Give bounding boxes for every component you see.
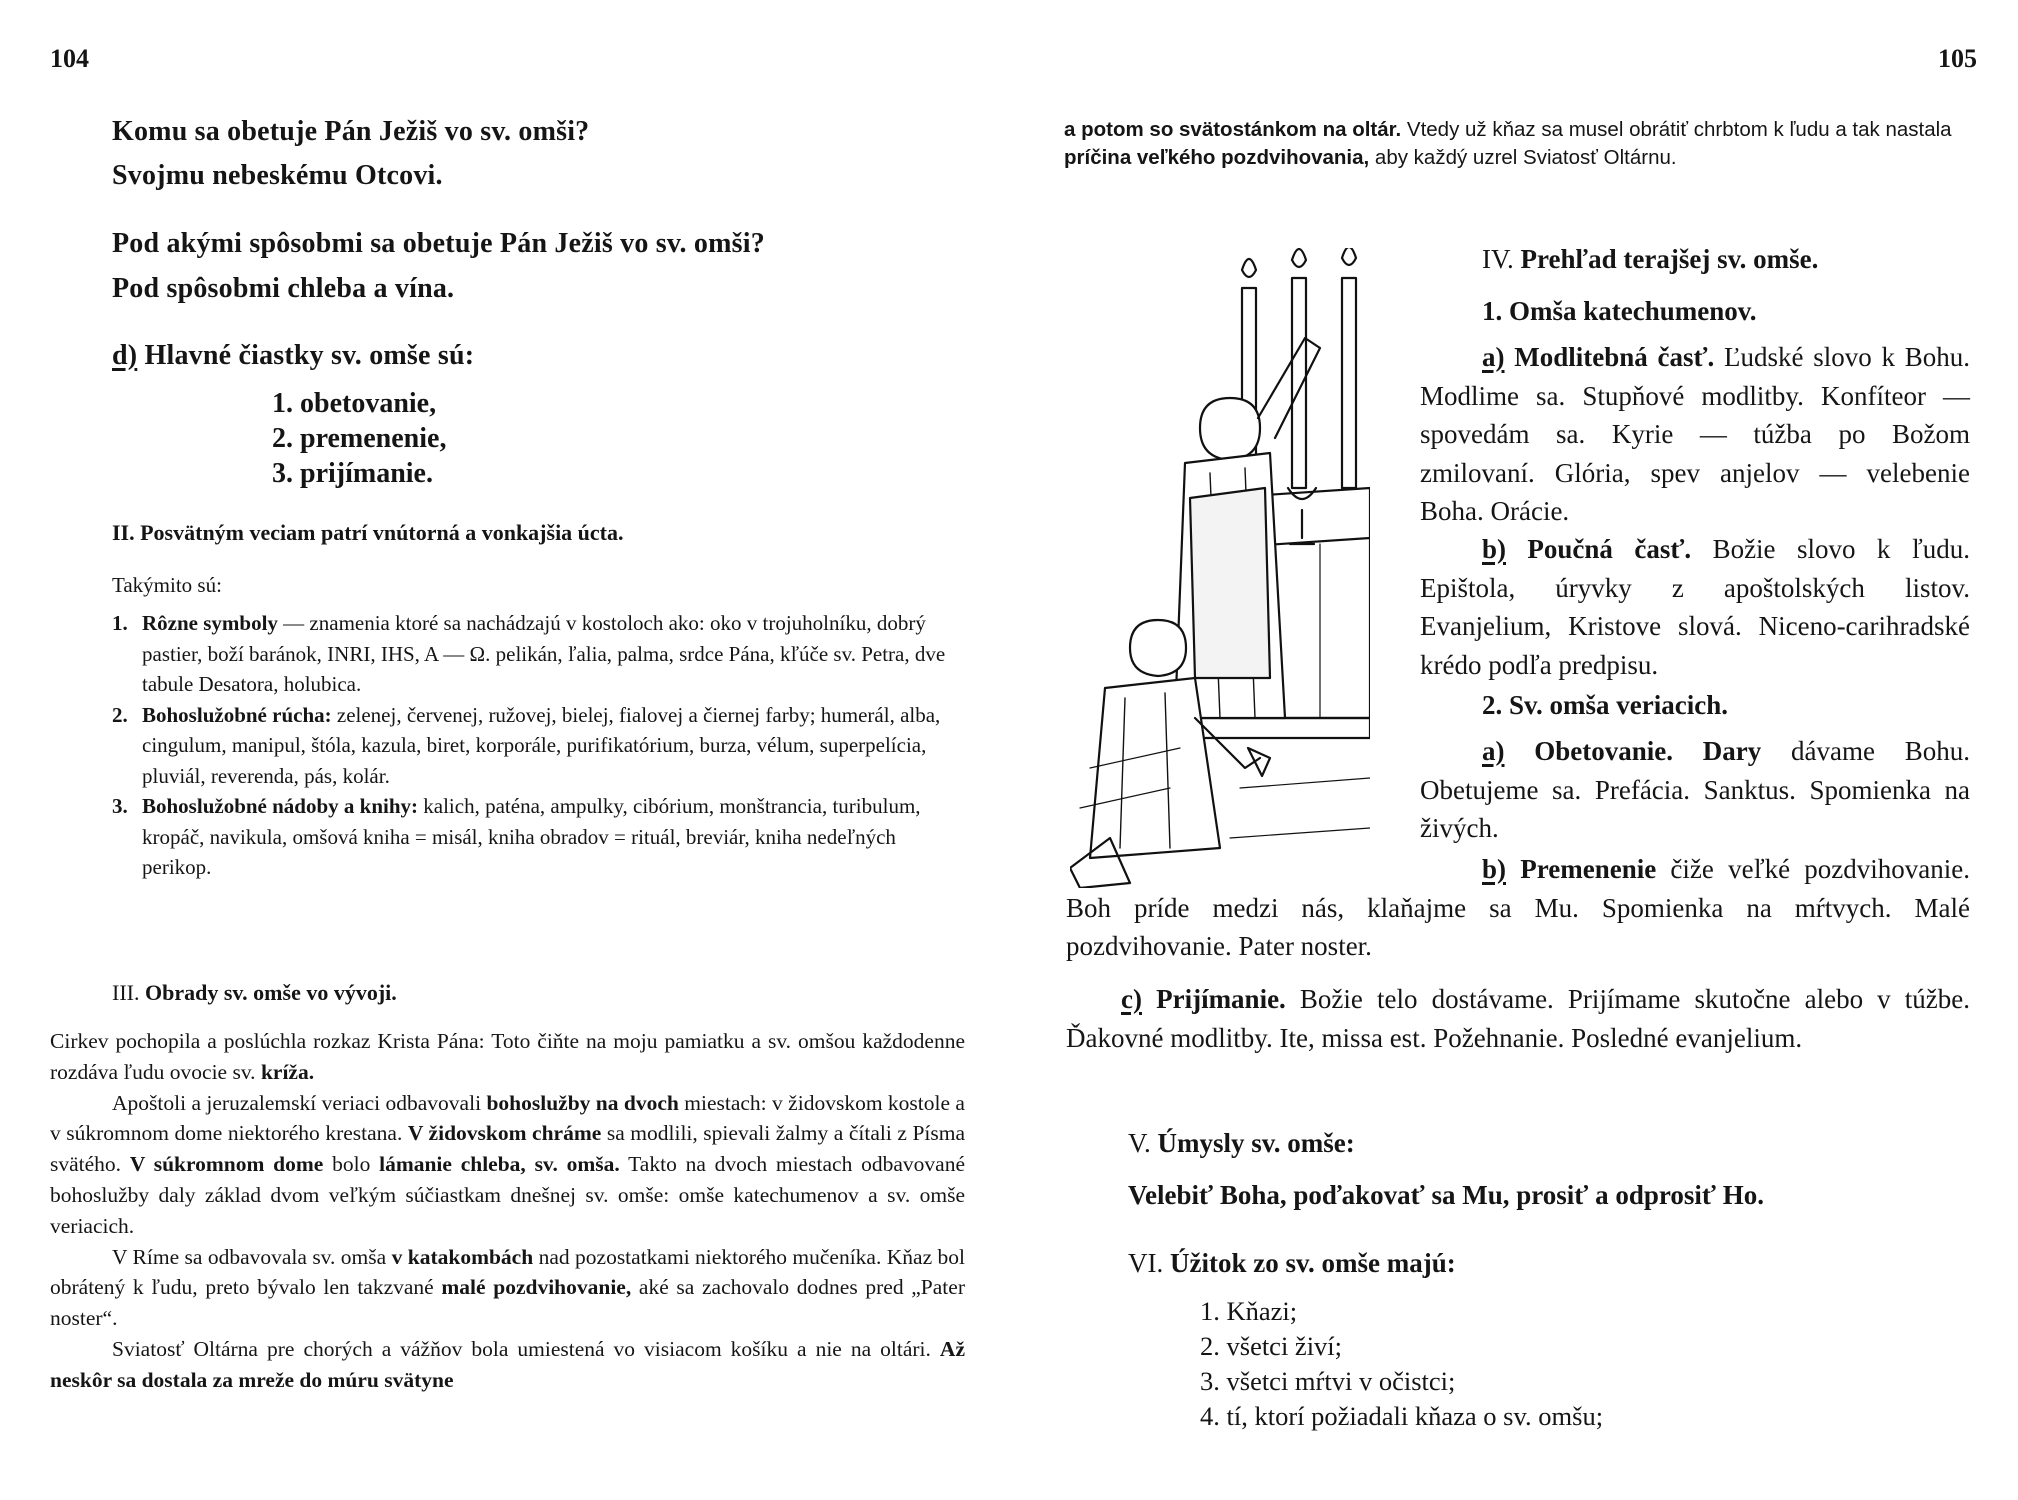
main-part-2: 2. premenenie, (272, 423, 447, 454)
section-3-prefix: III. (112, 980, 140, 1005)
item-number: 1. (112, 611, 128, 635)
paragraph: Sviatosť Oltárna pre chorých a vážňov bola umiestená vo visiacom košíku a nie na oltári. Až neskôr sa dostala za mreže do múru svätyne (50, 1336, 965, 1392)
candle-flame-icon (1342, 248, 1356, 265)
section-d-letter: d) (112, 340, 138, 371)
offertory-paragraph: a) Obetovanie. Dary dávame Bohu. Obetujeme sa. Prefácia. Sanktus. Spomienka na živých. (1420, 736, 1971, 843)
subsection-1-title: 1. Omša katechumenov. (1482, 296, 1757, 326)
altar-bell-icon (1248, 748, 1270, 776)
item-number: 2. (112, 702, 128, 727)
answer-2: Pod spôsobmi chleba a vína. (112, 273, 455, 304)
section-d-title: Hlavné čiastky sv. omše sú: (144, 340, 475, 371)
priest-altar-illustration (1070, 248, 1370, 888)
candle-flame-icon (1242, 259, 1256, 277)
paragraph: Cirkev pochopila a poslúchla rozkaz Krista Pána: Toto čiňte na moju pamiatku a sv. omšou každodenne rozdáva ľudu ovocie sv. kríža. (50, 1029, 965, 1084)
item-text: zelenej, červenej, ružovej, bielej, fialovej a čiernej farby; humerál, alba, cingulum, manipul, štóla, kazula, biret, korporále, purifikatórium, burza, vélum, superpelícia, pluviál, reverenda, pás, kolár. (142, 702, 941, 788)
main-part-3: 3. prijímanie. (272, 458, 433, 489)
part-b-paragraph: b) Poučná časť. Božie slovo k ľudu. Epištola, úryvky z apoštolských listov. Evanjelium, Kristove slová. Niceno-carihradské krédo podľa predpisu. (1420, 534, 1970, 680)
paragraph: V Ríme sa odbavovala sv. omša v katakombách nad pozostatkami niektorého mučeníka. Kňaz bol obrátený k ľudu, preto bývalo len takzvané malé pozdvihovanie, aké sa zachovalo dodnes pred „Pater noster“. (50, 1244, 965, 1331)
consecration-paragraph: b) Premenenie čiže veľké pozdvihovanie. Boh príde medzi nás, klaňajme sa Mu. Spomienka na mŕtvych. Malé pozdvihovanie. Pater noster. (1066, 854, 1970, 961)
item-number: 3. (112, 794, 128, 818)
benefit-item-1: 1. Kňazi; (1200, 1296, 1298, 1326)
section-d-heading (112, 340, 474, 372)
item-heading: Rôzne symboly (142, 611, 278, 635)
section-2-list (112, 608, 965, 883)
section-3-heading (112, 980, 397, 1006)
section-4-heading: IV. Prehľad terajšej sv. omše. (1482, 244, 1819, 274)
section-3-body (50, 1026, 965, 1396)
section-5-heading: V. Úmysly sv. omše: (1128, 1128, 1355, 1158)
list-item (112, 791, 965, 883)
item-heading: Bohoslužobné nádoby a knihy: (142, 794, 419, 818)
continued-paragraph: a potom so svätostánkom na oltár. Vtedy už kňaz sa musel obrátiť chrbtom k ľudu a tak nastala príčina veľkého pozdvihovania, aby každý uzrel Sviatosť Oltárnu. (1064, 118, 1952, 169)
page-number-left: 104 (50, 44, 89, 73)
benefit-item-4: 4. tí, ktorí požiadali kňaza o sv. omšu; (1200, 1401, 1604, 1431)
section-2-title: II. Posvätným veciam patrí vnútorná a vonkajšia úcta. (112, 520, 624, 545)
section-5-text: Velebiť Boha, poďakovať sa Mu, prosiť a odprosiť Ho. (1128, 1180, 1764, 1210)
list-item (112, 700, 965, 792)
subsection-2-title: 2. Sv. omša veriacich. (1482, 690, 1728, 720)
main-part-1: 1. obetovanie, (272, 388, 437, 419)
section-2-intro: Takýmito sú: (112, 573, 222, 597)
section-3-title: Obrady sv. omše vo vývoji. (144, 980, 397, 1005)
answer-1: Svojmu nebeskému Otcovi. (112, 160, 443, 191)
candle-flame-icon (1292, 249, 1306, 267)
communion-paragraph: c) Prijímanie. Božie telo dostávame. Prijímame skutočne alebo v túžbe. Ďakovné modlitby. Ite, missa est. Požehnanie. Posledné evanjelium. (1066, 984, 1970, 1053)
paragraph: Apoštoli a jeruzalemskí veriaci odbavovali bohoslužby na dvoch miestach: v židovskom kostole a v súkromnom dome niektorého krestana. V židovskom chráme sa modlili, spievali žalmy a čítali z Písma svätého. V súkromnom dome bolo lámanie chleba, sv. omša. Takto na dvoch miestach odbavované bohoslužby daly základ dvom veľkým súčiastkam dnešnej sv. omše: omše katechumenov a sv. omše veriacich. (50, 1090, 966, 1238)
part-a-paragraph: a) Modlitebná časť. Ľudské slovo k Bohu. Modlime sa. Stupňové modlitby. Konfíteor — spovedám sa. Kyrie — túžba po Božom zmilovaní. Glória, spev anjelov — velebenie Boha. Orácie. (1420, 342, 1970, 526)
benefit-item-3: 3. všetci mŕtvi v očistci; (1200, 1366, 1456, 1396)
item-text: kalich, paténa, ampulky, cibórium, monštrancia, turibulum, kropáč, navikula, omšová kniha = misál, kniha obradov = rituál, breviár, kniha nedeľných perikop. (142, 794, 921, 879)
question-1: Komu sa obetuje Pán Ježiš vo sv. omši? (112, 116, 590, 147)
question-2: Pod akými spôsobmi sa obetuje Pán Ježiš vo sv. omši? (112, 228, 765, 259)
section-6-heading: VI. Úžitok zo sv. omše majú: (1128, 1248, 1456, 1278)
list-item (112, 608, 965, 700)
item-text: — znamenia ktoré sa nachádzajú v kostoloch ako: oko v trojuholníku, dobrý pastier, boží baránok, INRI, IHS, A — Ω. pelikán, ľalia, palma, srdce Pána, kľúče sv. Petra, dve tabule Desatora, holubica. (142, 611, 946, 696)
item-heading: Bohoslužobné rúcha: (142, 702, 332, 727)
benefit-item-2: 2. všetci živí; (1200, 1331, 1343, 1361)
page-number-right: 105 (1938, 44, 1977, 73)
